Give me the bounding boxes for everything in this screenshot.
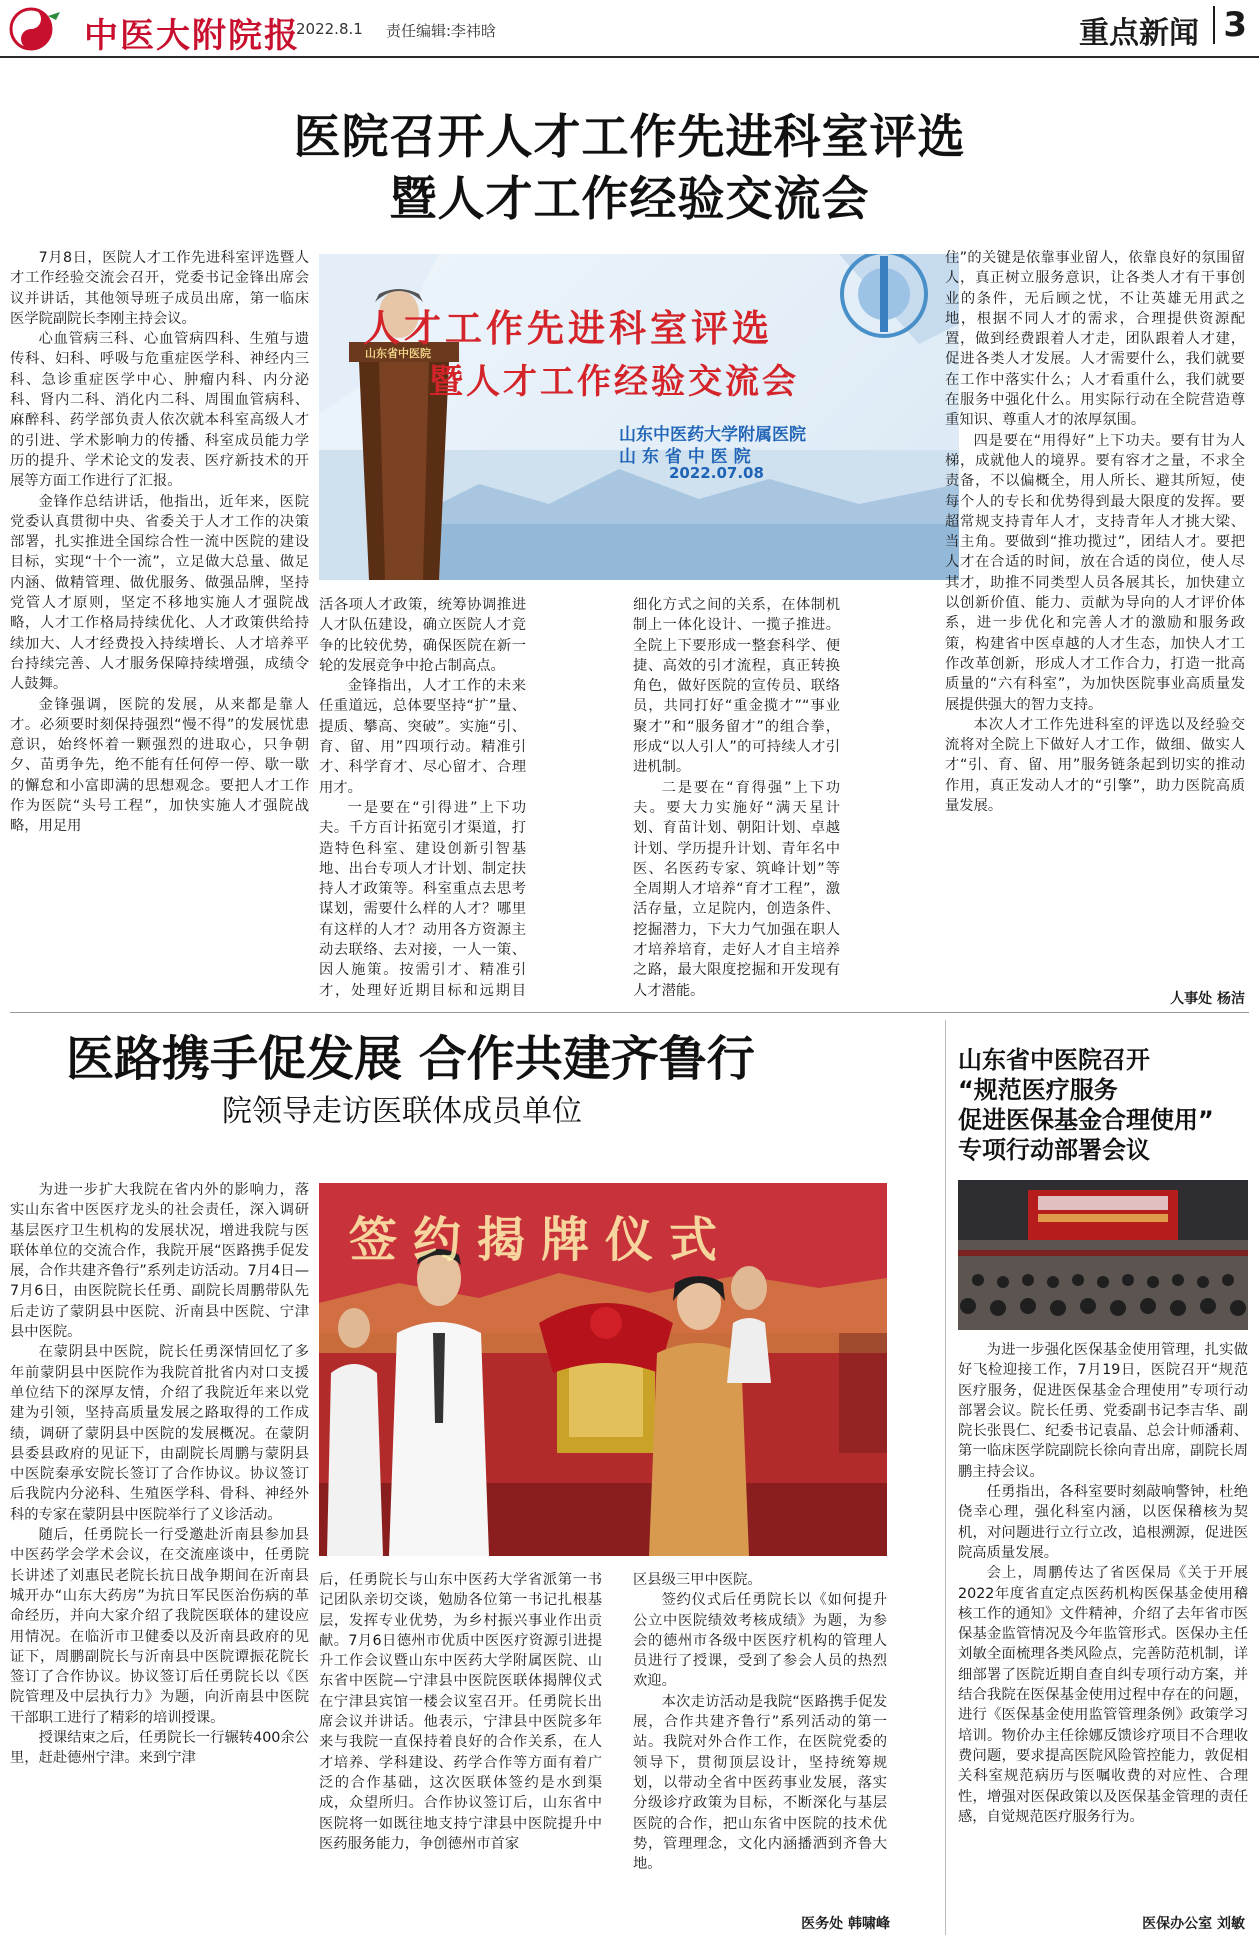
editor-credit: 责任编辑:李祎晗 [386,22,497,40]
article2-title: 医路携手促发展 合作共建齐鲁行 [66,1031,755,1087]
conference-stage-photo [319,254,959,580]
meeting-hall-photo [958,1180,1248,1330]
podium-label: 山东省中医院 [365,347,431,360]
paragraph: 为进一步强化医保基金使用管理，扎实做好飞检迎接工作，7月19日，医院召开“规范医疗服务，促进医保基金合理使用”专项行动部署会议。院长任勇、党委副书记李吉华、副院长张畏仁、纪委书记袁晶、总会计师潘莉、第一临床医学院副院长徐向青出席，副院长周鹏主持会议。 [958,1342,1248,1480]
paragraph: 后，任勇院长与山东中医药大学省派第一书记团队亲切交谈，勉励各位第一书记扎根基层，发挥专业优势，为乡村振兴事业作出贡献。7月6日德州市优质中医医疗资源引进提升工作会议暨山东中医药大学附属医院、山东省中医院—宁津县中医院医联体揭牌仪式在宁津县宾馆一楼会议室召开。任勇院长出席会议并讲话。他表示，宁津县中医院多年来与我院一直保持着良好的合作关系，在人才培养、学科建设、药学合作等方面有着广泛的合作基础，这次医联体签约是水到渠成，众望所归。合作协议签订后，山东省中医院将一如既往地支持宁津县中医院提升中医药服务能力，争创德州市首家 [319,1572,602,1852]
article3-signature: 医保办公室 刘敏 [1142,1916,1245,1932]
issue-date: 2022.8.1 [296,20,363,38]
paragraph: 金锋强调，医院的发展，从来都是靠人才。必须要时刻保持强烈“慢不得”的发展忧患意识，始终怀着一颗强烈的进取心，只争朝夕、苗勇争先，绝不能有任何停一停、歇一歇的懈怠和小富即满的思想观念。要把人才工作作为医院“头号工程”，加快实施人才强院战略，用足用 [10,696,309,835]
paragraph: 授课结束之后，任勇院长一行辗转400余公里，赶赴德州宁津。来到宁津 [10,1730,309,1767]
article1-title-line2: 暨人才工作经验交流会 [389,172,870,227]
paragraph: 二是要在“育得强”上下功夫。要大力实施好“满天星计划、育苗计划、朝阳计划、卓越计划、学历提升计划、青年名中医、名医药专家、筑峰计划”等全周期人才培养“育才工程”，激活存量，立足院内，创造条件、挖掘潜力，下大力气加强在职人才培养培育，走好人才自主培养之路，最大限度挖掘和开发现有人才潜能。 [633,779,840,999]
article1-column-1 [10,248,309,1000]
paragraph: 金锋指出，人才工作的未来任重道远，总体要坚持“扩”量、提质、攀高、突破”。实施“引、育、留、用”四项行动。精准引才、科学育才、尽心留才、合理用才。 [319,678,526,796]
unveiling-ceremony-photo [319,1183,887,1556]
article3-title-line3: 促进医保基金合理使用” [958,1106,1214,1134]
masthead: 中医大附院报 [84,16,300,56]
paragraph: 任勇指出，各科室要时刻敲响警钟，杜绝侥幸心理，强化科室内涵，以医保稽核为契机，对问题进行立行立改，追根溯源，促进医院高质量发展。 [958,1484,1248,1561]
paragraph: 会上，周鹏传达了省医保局《关于开展2022年度省直定点医药机构医保基金使用稽核工作的通知》文件精神，介绍了去年省市医保基金监管情况及今年监管形式。医保办主任刘敏全面梳理各类风险点，完善防范机制，详细部署了医院近期自查自纠专项行动方案，并结合我院在医保基金使用过程中存在的问题，进行《医保基金使用监管管理条例》政策学习培训。物价办主任徐娜反馈诊疗项目不合理收费问题，要求提高医院风险管控能力，敦促相关科室规范病历与医嘱收费的对应性、合理性，增强对医保政策以及医保基金管理的责任感，自觉规范医疗服务行为。 [958,1565,1248,1825]
article1-title-line1: 医院召开人才工作先进科室评选 [293,110,966,165]
paragraph: 本次人才工作先进科室的评选以及经验交流将对全院上下做好人才工作，做细、做实人才“引、育、留、用”服务链条起到切实的推动作用，真正发动人才的“引擎”，助力医院高质量发展。 [945,716,1245,815]
banner-line-1: 人才工作先进科室评选 [363,307,773,350]
paragraph: 本次走访活动是我院“医路携手促发展，合作共建齐鲁行”系列活动的第一站。我院对外合作工作，在医院党委的领导下，贯彻顶层设计，坚持统筹规划，以带动全省中医药事业发展，落实分级诊疗政策为目标，不断深化与基层医院的合作，把山东省中医院的技术优势，管理理念，文化内涵播洒到齐鲁大地。 [633,1693,887,1873]
section-divider [10,1012,1249,1013]
article3-column [958,1340,1248,1912]
meeting-hall-graphic [958,1180,1248,1330]
column-divider [945,1020,946,1935]
paragraph: 签约仪式后任勇院长以《如何提升公立中医院绩效考核成绩》为题，为参会的德州市各级中医医疗机构的管理人员进行了授课，受到了参会人员的热烈欢迎。 [633,1592,887,1690]
page-header [0,0,1259,58]
article1-signature: 人事处 杨洁 [1170,991,1245,1007]
paragraph: 四是要在“用得好”上下功夫。要有甘为人梯，成就他人的境界。要有容才之量，不求全责备，不以偏概全，用人所长、避其所短，使每个人的专长和优势得到最大限度的发挥。要超常规支持青年人才，支持青年人才挑大梁、当主角。要做到“推功揽过”，团结人才。要把人才在合适的时间，放在合适的岗位，使人尽其才，助推不同类型人员各展其长，加快建立以创新价值、能力、贡献为导向的人才评价体系，进一步优化和完善人才的激励和服务政策，构建省中医卓越的人才生态，加快人才工作改革创新，形成人才工作合力，打造一批高质量的“六有科室”，为加快医院事业高质量发展提供强大的智力支持。 [945,432,1245,713]
paragraph: 住”的关键是依靠事业留人，依靠良好的氛围留人，真正树立服务意识，让各类人才有干事创业的条件，无后顾之忧，不让英雄无用武之地，根据不同人才的需求，合理提供资源配置，做到经费跟着人才走，团队跟着人才建，促进各类人才发展。人才需要什么，我们就要在工作中落实什么；人才看重什么，我们就要在服务中强化什么。用实际行动在全院营造尊重知识、尊重人才的浓厚氛围。 [945,250,1245,429]
section-name: 重点新闻 [1079,16,1199,51]
article2-column-2 [319,1570,602,1935]
article1-column-2 [319,595,526,1002]
paragraph: 金锋作总结讲话，他指出，近年来，医院党委认真贯彻中央、省委关于人才工作的决策部署，扎实推进全国综合性一流中医院的建设目标，实现“十个一流”，立足做大总量、做足内涵、做精管理、做优服务、做强品牌，坚持党管人才原则，坚定不移地实施人才强院战略，人才工作格局持续优化、人才政策供给持续加大、人才经费投入持续增长、人才培养平台持续完善、人才服务保障持续增强，成绩令人鼓舞。 [10,493,309,693]
article1-column-4 [945,248,1245,988]
hospital-logo-icon [8,6,62,52]
paragraph: 为进一步扩大我院在省内外的影响力，落实山东省中医医疗龙头的社会责任，深入调研基层医疗卫生机构的发展状况，增进我院与医联体单位的交流合作，我院开展“医路携手促发展，合作共建齐鲁行”系列走访活动。7月4日—7月6日，由医院院长任勇、副院长周鹏带队先后走访了蒙阴县中医院、沂南县中医院、宁津县中医院。 [10,1182,309,1341]
article2-column-3 [633,1570,887,1910]
paragraph: 7月8日，医院人才工作先进科室评选暨人才工作经验交流会召开，党委书记金锋出席会议并讲话，其他领导班子成员出席，第一临床医学院副院长李刚主持会议。 [10,250,309,327]
banner-org-1: 山东中医药大学附属医院 [619,425,806,445]
photo-banner-text: 签约揭牌仪式 [349,1212,734,1268]
article3-title-line4: 专项行动部署会议 [958,1136,1150,1164]
paragraph [633,1001,840,1002]
article2-column-1 [10,1180,309,1935]
paragraph: 在蒙阴县中医院，院长任勇深情回忆了多年前蒙阴县中医院作为我院首批省内对口支援单位结下的深厚友情，介绍了我院近年来以党建为引领，坚持高质量发展之路取得的工作成绩，调研了蒙阴县中医院的发展概况。在蒙阴县委县政府的见证下，由副院长周鹏与蒙阴县中医院秦承安院长签订了合作协议。协议签订后我院内分泌科、生殖医学科、骨科、神经外科的专家在蒙阴县中医院举行了义诊活动。 [10,1344,309,1523]
paragraph: 随后，任勇院长一行受邀赴沂南县参加县中医药学会学术会议，在交流座谈中，任勇院长讲述了刘惠民老院长抗日战争期间在沂南县城开办“山东大药房”为抗日军民医治伤病的革命经历，并向大家介绍了我院医联体的建设应用情况。在临沂市卫健委以及沂南县政府的见证下，周鹏副院长与沂南县中医院谭振花院长签订了合作协议。协议签订后任勇院长以《医院管理及中层执行力》为题，向沂南县中医院干部职工进行了精彩的培训授课。 [10,1527,309,1726]
paragraph: 一是要在“引得进”上下功夫。千方百计拓宽引才渠道，打造特色科室、建设创新引智基地、出台专项人才计划、制定扶持人才政策等。科室重点去思考谋划，需要什么样的人才？哪里有这样的人才？动用各方资源主动去联络、去对接，一人一策、因人施策。按需引才、精准引才，处理好近期目标和远期目 [319,799,526,999]
page-number: 3 [1213,6,1247,44]
article2-subtitle: 院领导走访医联体成员单位 [222,1094,582,1129]
banner-org-2: 山 东 省 中 医 院 [619,447,751,467]
article3-title-line1: 山东省中医院召开 [958,1046,1150,1074]
article2-signature: 医务处 韩啸峰 [801,1916,890,1932]
article1-column-3 [633,595,840,1002]
paragraph: 细化方式之间的关系，在体制机制上一体化设计、一揽子推进。全院上下要形成一整套科学、便捷、高效的引才流程，真正转换角色，做好医院的宣传员、联络员，共同打好“重金揽才”“事业聚才”和“服务留才”的组合拳，形成“以人引人”的可持续人才引进机制。 [633,597,840,776]
paragraph: 活各项人才政策，统筹协调推进人才队伍建设，确立医院人才竞争的比较优势，确保医院在新一轮的发展竞争中抢占制高点。 [319,597,526,674]
banner-line-2: 暨人才工作经验交流会 [429,362,799,402]
paragraph: 区县级三甲中医院。 [633,1572,762,1588]
paragraph: 心血管病三科、心血管病四科、生殖与遗传科、妇科、呼吸与危重症医学科、神经内三科、急诊重症医学中心、肿瘤内科、内分泌科、肾内二科、消化内二科、周围血管病科、麻醉科、药学部负责人依次就本科室高级人才的引进、学术影响力的传播、科室成员能力学历的提升、学术论文的发表、医疗新技术的开展等方面工作进行了汇报。 [10,331,309,490]
banner-date: 2022.07.08 [669,464,764,482]
article3-title-line2: “规范医疗服务 [958,1076,1118,1104]
